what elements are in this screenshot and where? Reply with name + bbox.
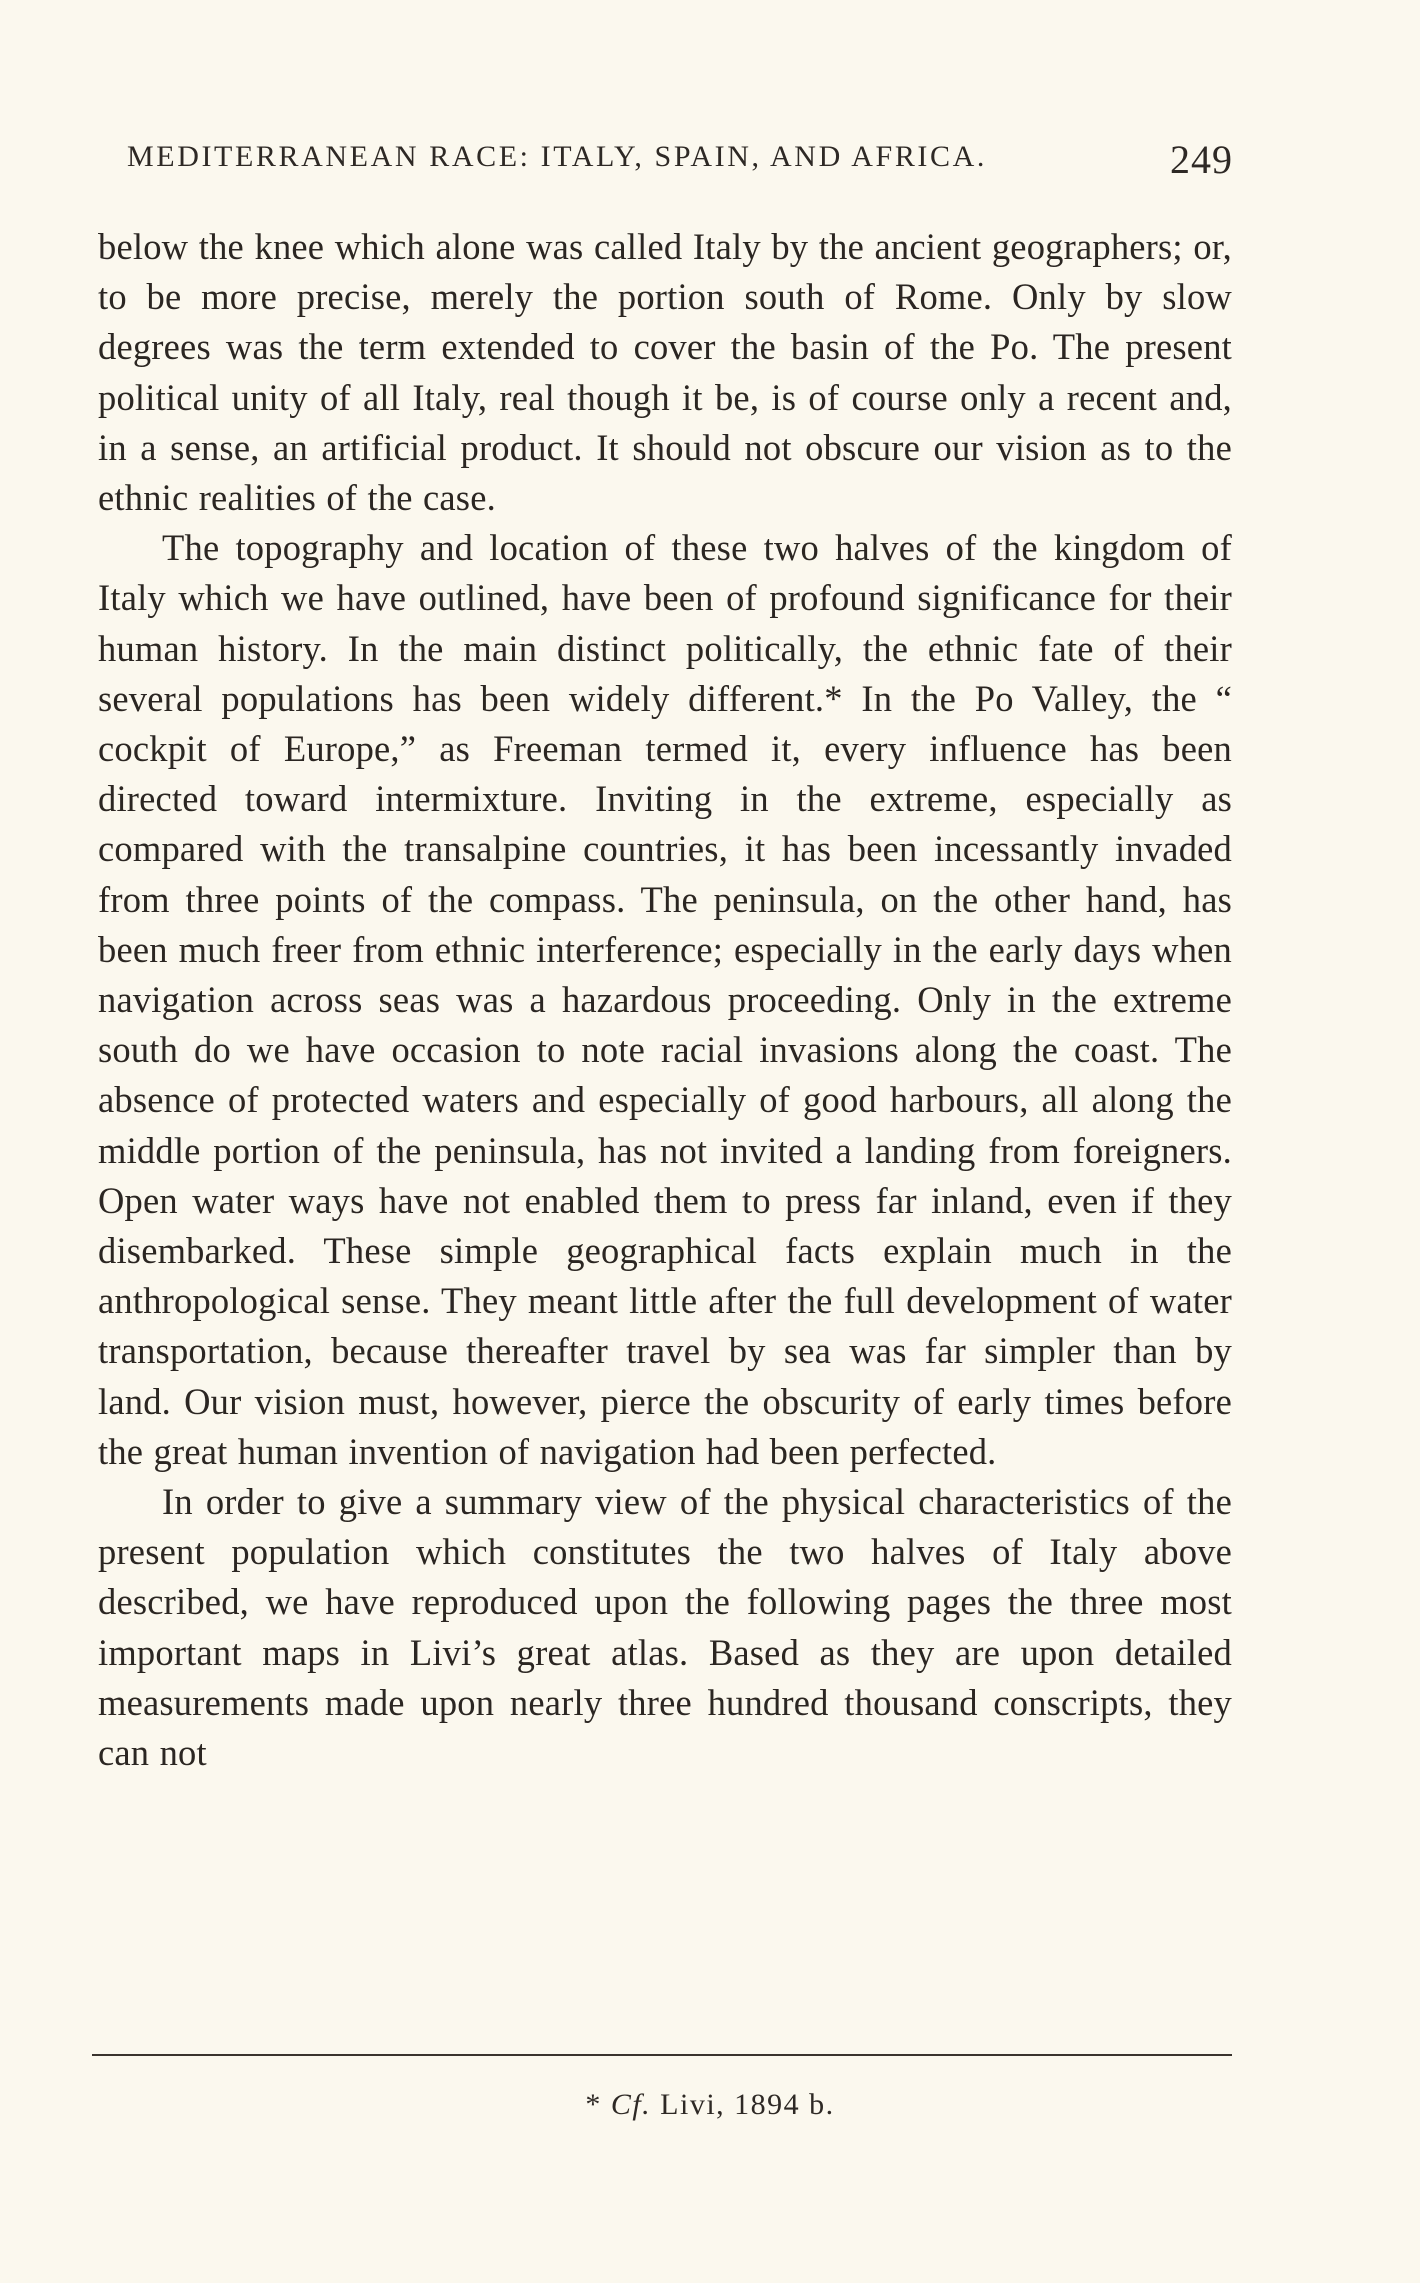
paragraph-3: In order to give a summary view of the physical characteristics of the present population which constitutes the two halves of Italy above described, we have reproduced upon the following pages the three most important maps in Livi’s great atlas. Based as they are upon detailed measurements made upon nearly three hundred thousand conscripts, they can not — [98, 1481, 1232, 1774]
footnote-rule — [92, 2054, 1232, 2056]
running-head — [127, 132, 1233, 182]
footnote — [0, 2088, 1420, 2122]
paragraph-2: The topography and location of these two halves of the kingdom of Italy which we have outlined, have been of profound significance for their human history. In the main distinct politically, the ethnic fate of their several populations has been widely different.* In the Po Valley, the “ cockpit of Europe,” as Freeman termed it, every influence has been directed toward intermixture. Inviting in the extreme, especially as compared with the transalpine countries, it has been incessantly invaded from three points of the compass. The peninsula, on the other hand, has been much freer from ethnic interference; especially in the early days when navigation across seas was a hazardous proceeding. Only in the extreme south do we have occasion to note racial invasions along the coast. The absence of protected waters and especially of good harbours, all along the middle portion of the peninsula, has not invited a landing from foreigners. Open water ways have not enabled them to press far inland, even if they disembarked. These simple geographical facts explain much in the anthropological sense. They meant little after the full development of water transportation, because thereafter travel by sea was far simpler than by land. Our vision must, however, pierce the obscurity of early times before the great human invention of navigation had been perfected. — [98, 527, 1232, 1472]
footnote-cf: Cf. — [610, 2088, 652, 2121]
footnote-text: Livi, 1894 b. — [651, 2088, 835, 2121]
page-number: 249 — [1170, 137, 1233, 182]
running-head-title: MEDITERRANEAN RACE: ITALY, SPAIN, AND AFRICA. — [127, 140, 987, 173]
paragraph-1: below the knee which alone was called Italy by the ancient geographers; or, to be more precise, merely the portion south of Rome. Only by slow degrees was the term extended to cover the basin of the Po. The present political unity of all Italy, real though it be, is of course only a recent and, in a sense, an artificial product. It should not obscure our vision as to the ethnic realities of the case. — [98, 226, 1232, 519]
body-text — [98, 222, 1232, 1778]
footnote-marker: * — [585, 2088, 611, 2121]
